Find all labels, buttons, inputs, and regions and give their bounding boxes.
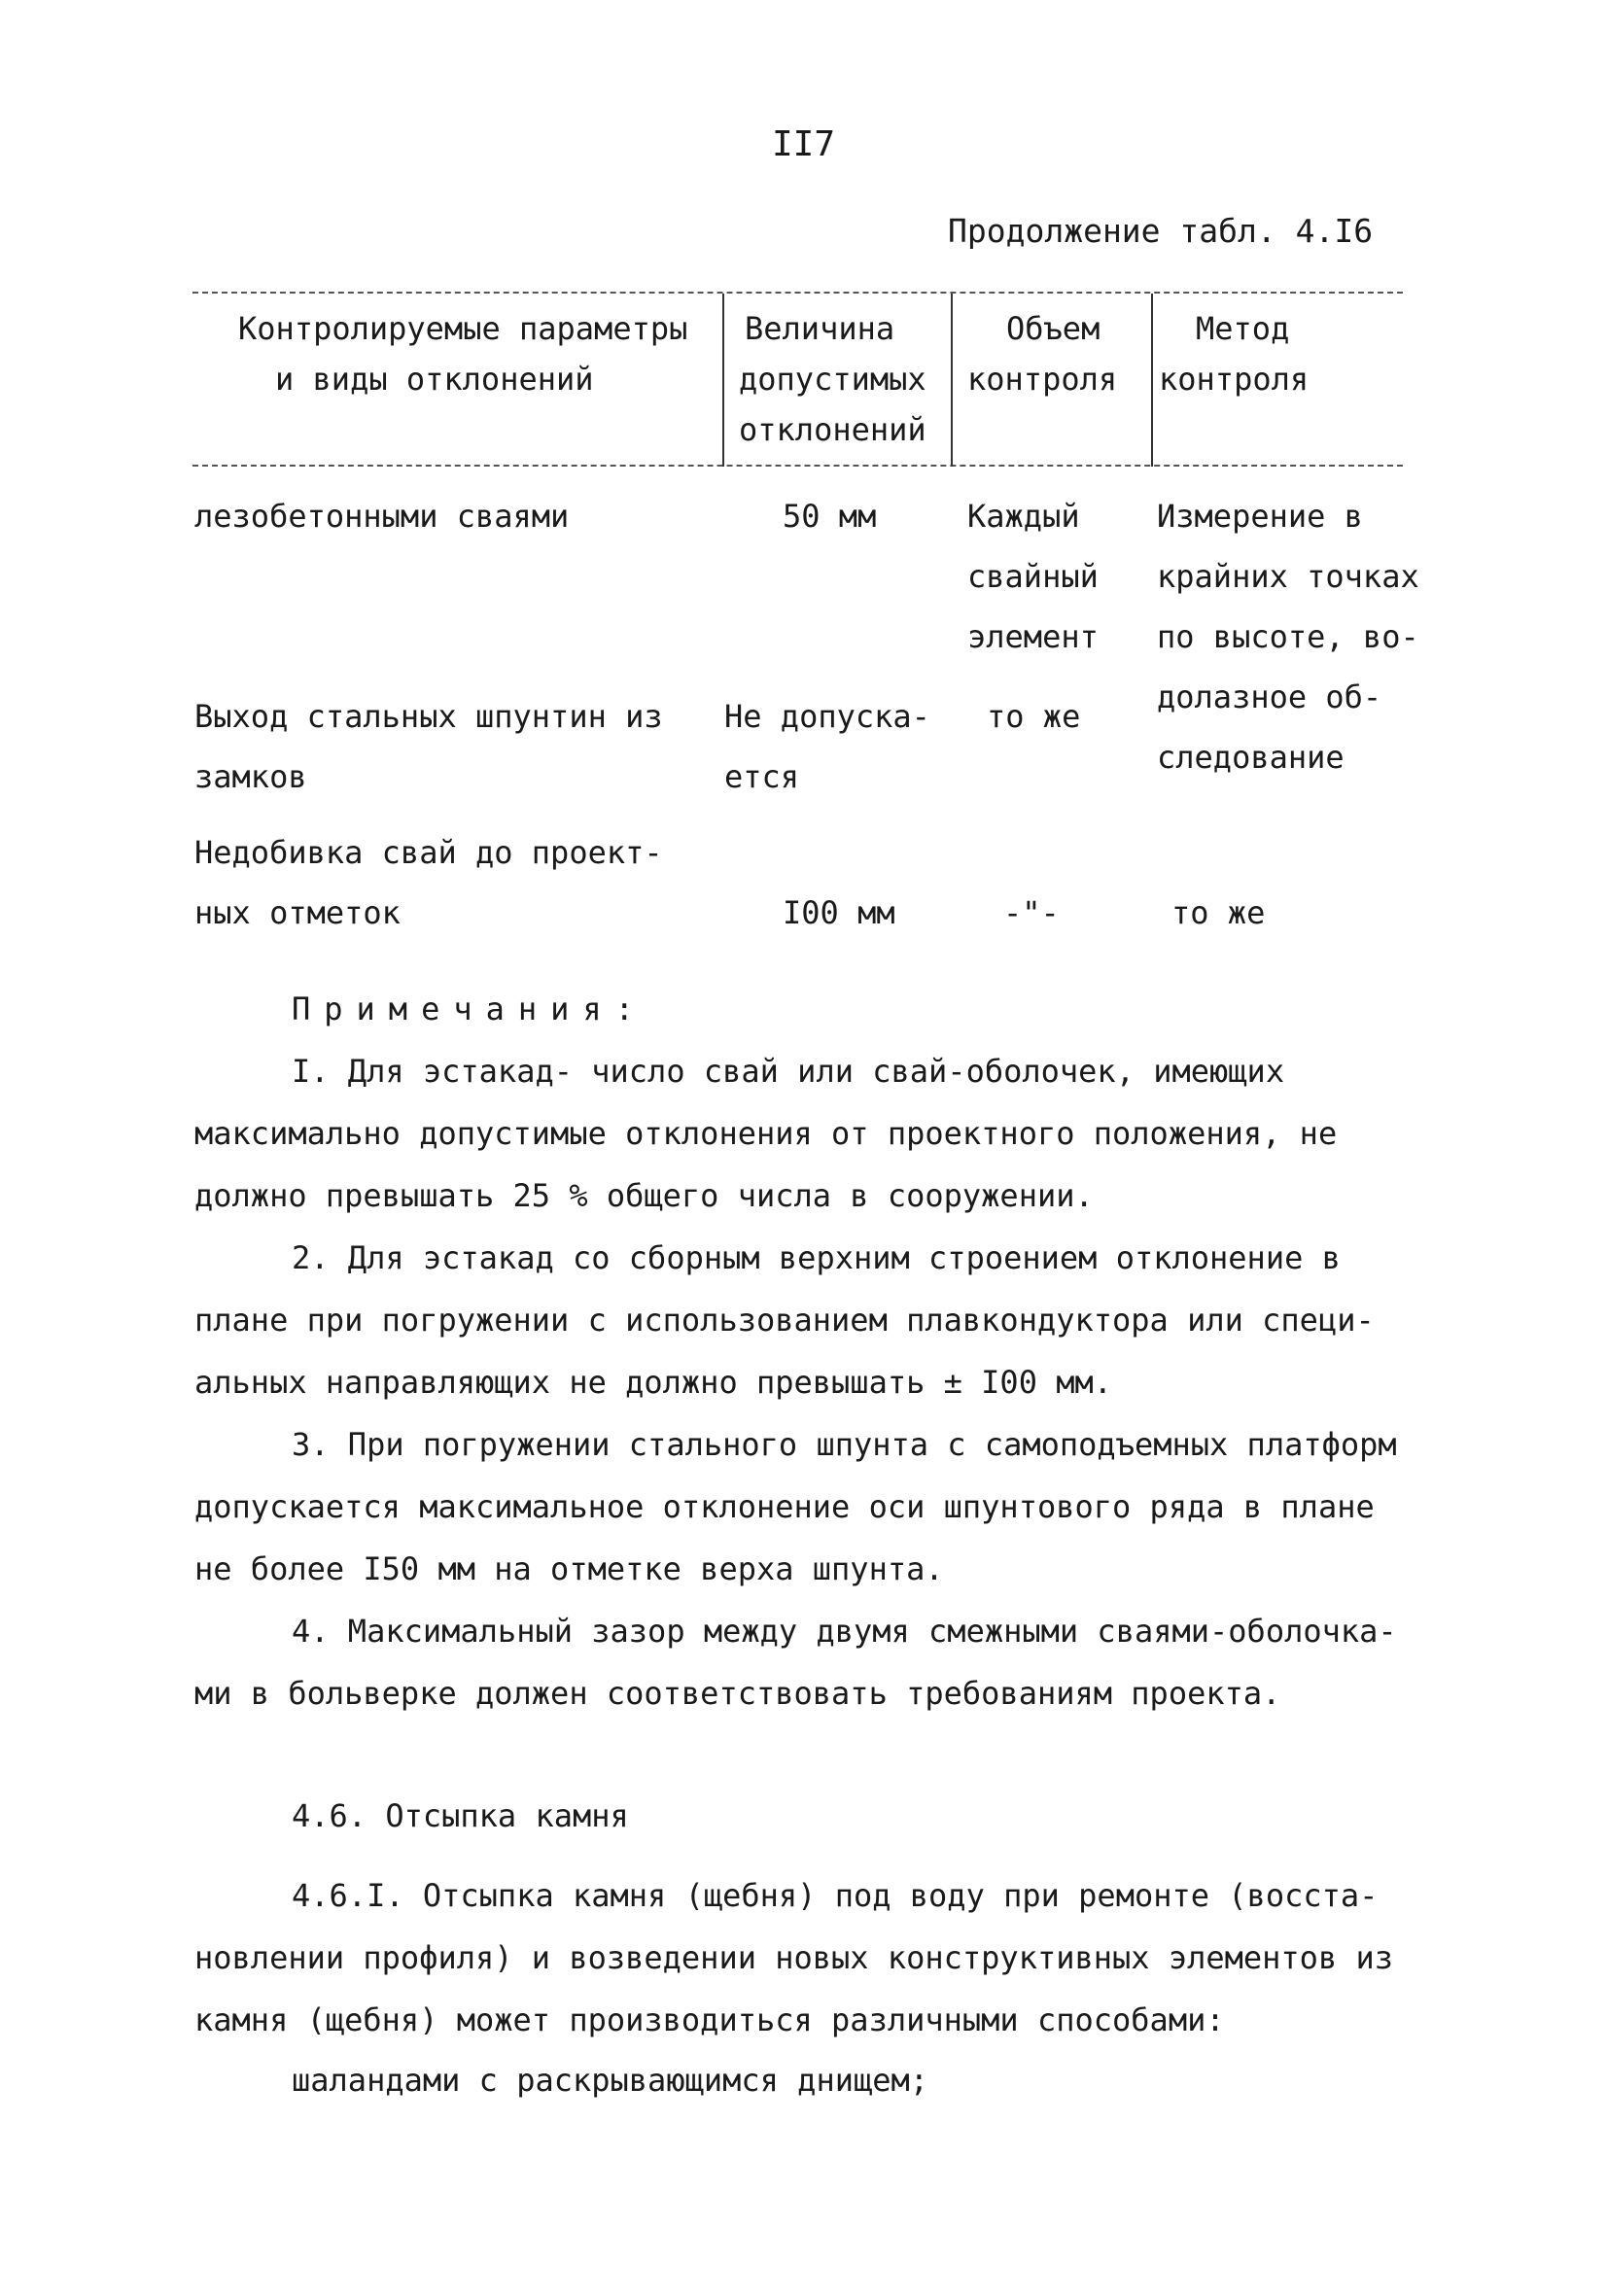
table-divider xyxy=(1151,294,1153,467)
note-item: I. Для эстакад- число свай или свай-оболочек, имеющих максимально допустимые отклонения от проектного положения, не должно превышать 25 % общего числа в сооружении. xyxy=(194,1053,1338,1214)
note-item: 3. При погружении стального шпунта с самоподъемных платформ допускается максимальное отклонение оси шпунтового ряда в плане не более I50 мм на отметке верха шпунта. xyxy=(194,1426,1397,1587)
section-heading: 4.6. Отсыпка камня xyxy=(292,1797,629,1834)
table-divider xyxy=(951,294,953,467)
list-item: шаландами с раскрывающимся днищем; xyxy=(292,2062,929,2099)
value-cell: 50 мм xyxy=(783,498,877,535)
param-cell: лезобетонными сваями xyxy=(194,498,570,535)
table-divider xyxy=(722,294,724,467)
table-top-rule xyxy=(192,292,1403,294)
notes-title: Примечания: xyxy=(292,991,647,1027)
method-cell: Измерение в крайних точках по высоте, во- долазное об- следование xyxy=(1157,498,1419,776)
value-cell: Не допуска- ется xyxy=(724,698,930,795)
volume-cell: Каждый свайный элемент xyxy=(967,498,1099,655)
value-cell: I00 мм xyxy=(783,894,895,931)
section-paragraph: 4.6.I. Отсыпка камня (щебня) под воду при ремонте (восста- новлении профиля) и возведении новых конструктивных элементов из камня (щебня) может производиться различными способами: xyxy=(194,1877,1393,2038)
column-header-params: Контролируемые параметры и виды отклонений xyxy=(238,310,688,398)
param-cell: Выход стальных шпунтин из замков xyxy=(194,698,663,795)
table-header-rule xyxy=(192,465,1403,467)
column-header-method: Метод контроля xyxy=(1159,310,1310,398)
method-cell: то же xyxy=(1171,894,1266,931)
table-continuation-label: Продолжение табл. 4.I6 xyxy=(948,212,1374,250)
volume-cell: -"- xyxy=(1003,894,1060,931)
volume-cell: то же xyxy=(987,698,1081,735)
note-item: 4. Максимальный зазор между двумя смежными сваями-оболочка- ми в больверке должен соответствовать требованиям проекта. xyxy=(194,1613,1397,1712)
column-header-volume: Объем контроля xyxy=(967,310,1118,398)
column-header-value: Величина допустимых отклонений xyxy=(739,310,926,448)
note-item: 2. Для эстакад со сборным верхним строением отклонение в плане при погружении с использованием плавкондуктора или специ- альных направляющих не должно превышать ± I00 мм. xyxy=(194,1239,1375,1401)
param-cell: Недобивка свай до проект- ных отметок xyxy=(194,834,663,931)
page-number: II7 xyxy=(771,124,836,164)
